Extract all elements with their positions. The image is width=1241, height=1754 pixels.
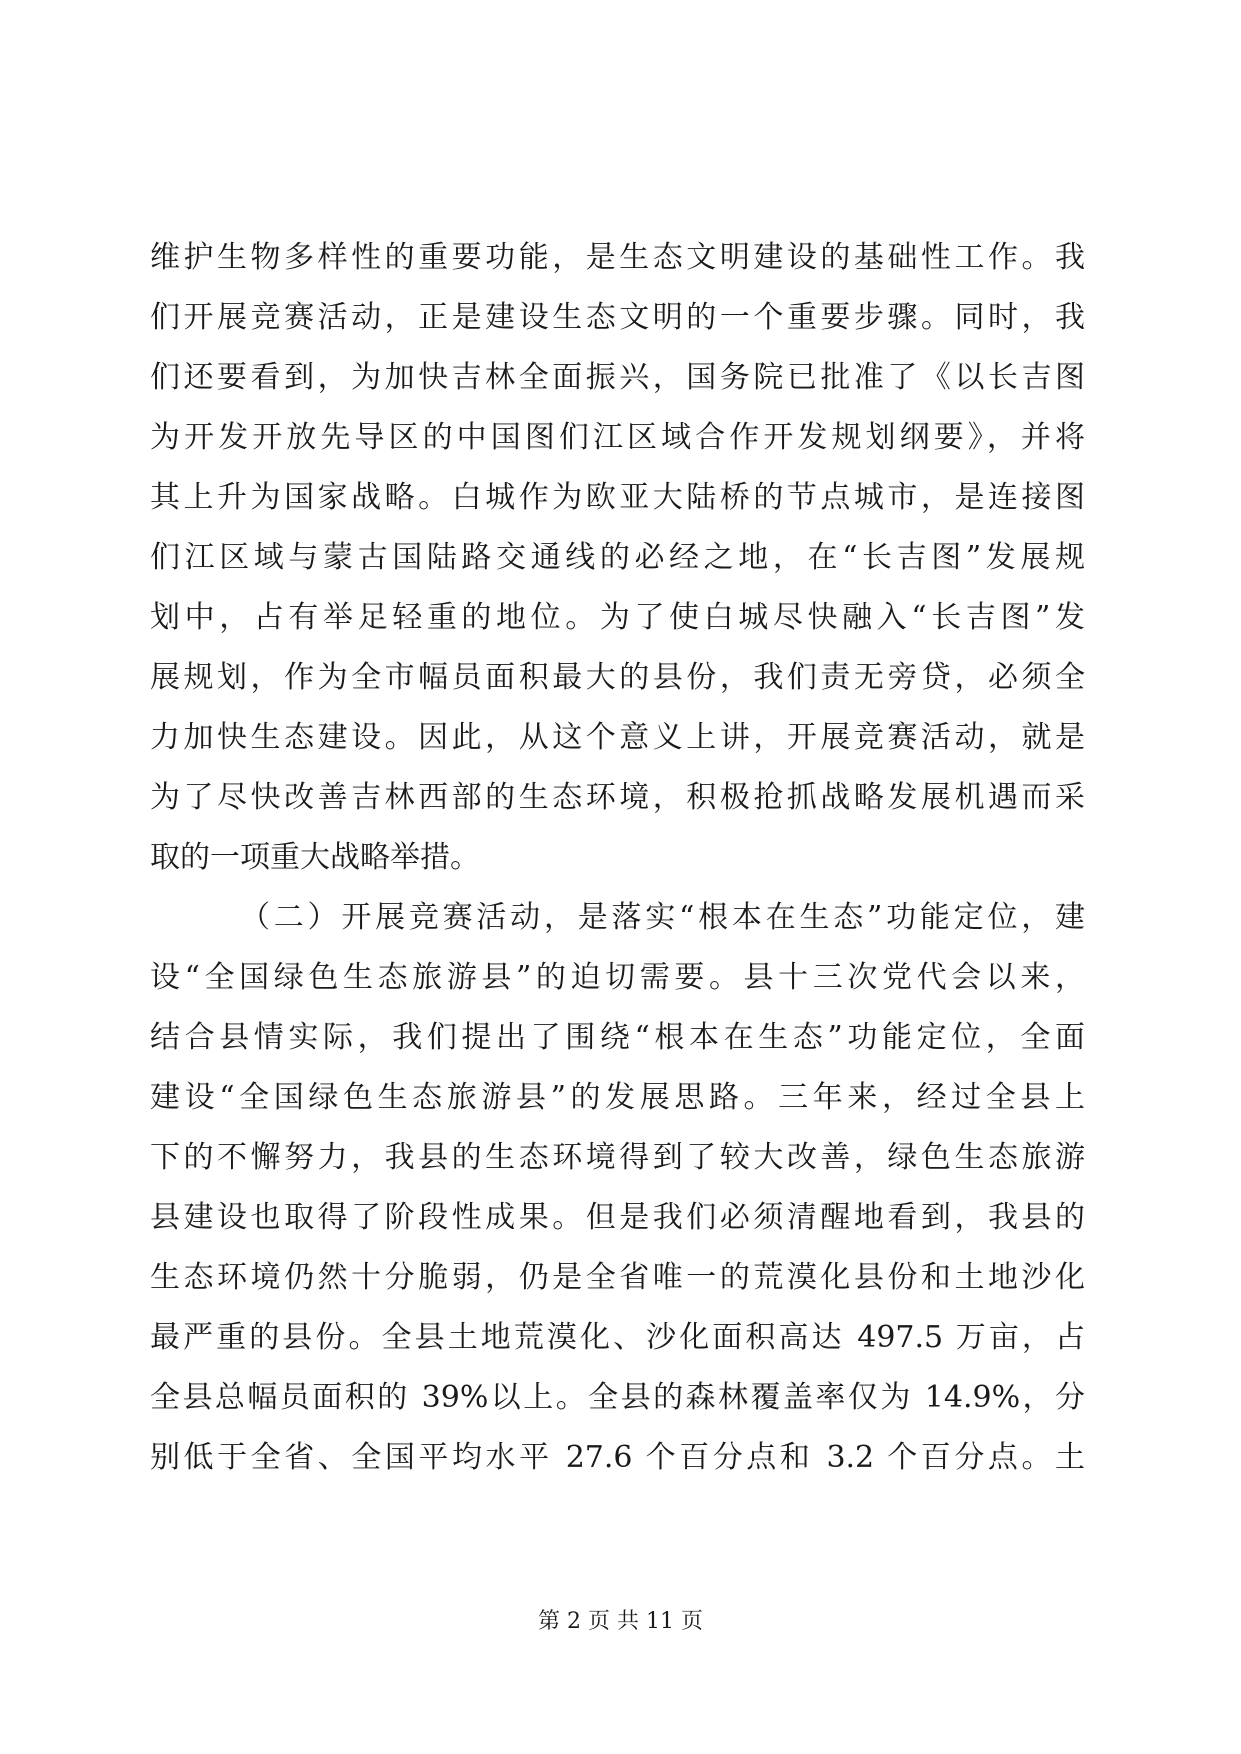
body-text-line: 设“全国绿色生态旅游县”的迫切需要。县十三次党代会以来， [150,960,1085,995]
body-text-line: 其上升为国家战略。白城作为欧亚大陆桥的节点城市，是连接图 [150,480,1085,515]
body-text-line: 为开发开放先导区的中国图们江区域合作开发规划纲要》，并将 [150,420,1085,455]
body-text-line: 们江区域与蒙古国陆路交通线的必经之地，在“长吉图”发展规 [150,540,1085,575]
body-text-line: 最严重的县份。全县土地荒漠化、沙化面积高达 497.5 万亩，占 [150,1320,1085,1355]
body-text-line: 建设“全国绿色生态旅游县”的发展思路。三年来，经过全县上 [150,1080,1085,1115]
body-text-line: 划中，占有举足轻重的地位。为了使白城尽快融入“长吉图”发 [150,600,1085,635]
body-text-line: 展规划，作为全市幅员面积最大的县份，我们责无旁贷，必须全 [150,660,1085,695]
body-text-line: 县建设也取得了阶段性成果。但是我们必须清醒地看到，我县的 [150,1200,1085,1235]
body-text-line: 力加快生态建设。因此，从这个意义上讲，开展竞赛活动，就是 [150,720,1085,755]
body-text-line: 别低于全省、全国平均水平 27.6 个百分点和 3.2 个百分点。土 [150,1440,1085,1475]
body-text-line: 们开展竞赛活动，正是建设生态文明的一个重要步骤。同时，我 [150,300,1085,335]
body-text-line: 们还要看到，为加快吉林全面振兴，国务院已批准了《以长吉图 [150,360,1085,395]
body-text-line: 维护生物多样性的重要功能，是生态文明建设的基础性工作。我 [150,240,1085,275]
body-text-line: 生态环境仍然十分脆弱，仍是全省唯一的荒漠化县份和土地沙化 [150,1260,1085,1295]
body-text-line: 全县总幅员面积的 39%以上。全县的森林覆盖率仅为 14.9%，分 [150,1380,1085,1415]
page-footer: 第 2 页 共 11 页 [538,1609,703,1634]
body-text-line: 结合县情实际，我们提出了围绕“根本在生态”功能定位，全面 [150,1020,1085,1055]
body-text-line: 下的不懈努力，我县的生态环境得到了较大改善，绿色生态旅游 [150,1140,1085,1175]
section-heading-line: （二）开展竞赛活动，是落实“根本在生态”功能定位，建 [240,900,1085,935]
body-text-line: 为了尽快改善吉林西部的生态环境，积极抢抓战略发展机遇而采 [150,780,1085,815]
body-text-line: 取的一项重大战略举措。 [150,840,480,875]
